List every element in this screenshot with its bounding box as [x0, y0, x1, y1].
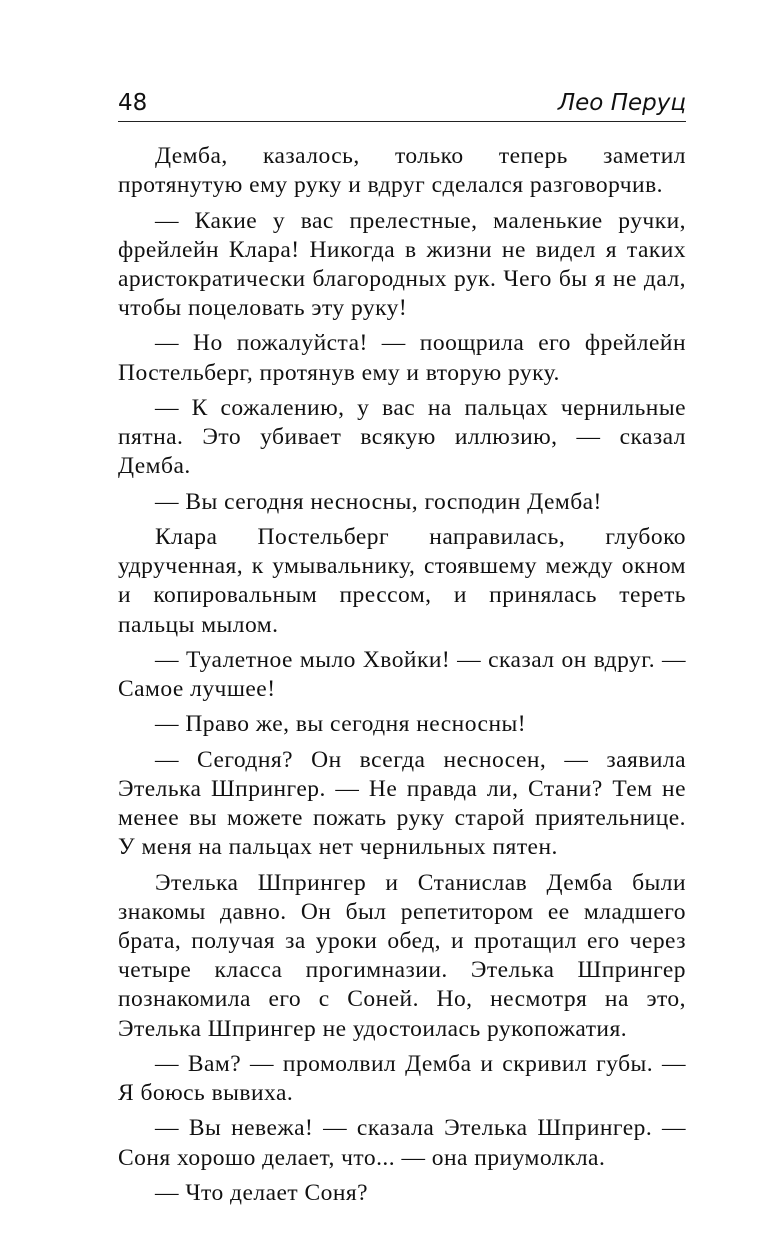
paragraph: — Сегодня? Он всегда несносен, — заявила Этелька Шпрингер. — Не правда ли, Стани? Тем не менее вы можете пожать руку старой приятельнице. У меня на пальцах нет чернильных пятен. [118, 746, 686, 861]
paragraph: Этелька Шпрингер и Станислав Демба были знакомы давно. Он был репетитором ее младшего брата, получая за уроки обед, и протащил его через четыре класса прогимназии. Этелька Шпрингер познакомила его с Соней. Но, несмотря на это, Этелька Шпрингер не удостоилась рукопожатия. [118, 869, 686, 1042]
paragraph: — Туалетное мыло Хвойки! — сказал он вдруг. — Самое лучшее! [118, 646, 686, 703]
paragraph: — Право же, вы сегодня несносны! [155, 711, 527, 738]
paragraph: — Вы сегодня несносны, господин Демба! [155, 488, 602, 515]
running-head-author: Лео Перуц [557, 90, 686, 116]
paragraph: — Вам? — промолвил Демба и скривил губы. — Я боюсь вывиха. [118, 1050, 686, 1107]
header-rule [118, 121, 686, 122]
paragraph: — Какие у вас прелестные, маленькие ручки, фрейлейн Клара! Никогда в жизни не видел я таких аристократически благородных рук. Чего бы я не дал, чтобы поцеловать эту руку! [118, 207, 686, 322]
paragraph: Демба, казалось, только теперь заметил протянутую ему руку и вдруг сделался разговорчив. [118, 143, 686, 199]
page-number: 48 [118, 90, 148, 116]
paragraph: — Но пожалуйста! — поощрила его фрейлейн Постельберг, протянув ему и вторую руку. [118, 330, 686, 386]
paragraph: Клара Постельберг направилась, глубоко удрученная, к умывальнику, стоявшему между окном и копировальным прессом, и принялась тереть пальцы мылом. [118, 523, 686, 638]
body-text [118, 142, 686, 1208]
page-header [118, 88, 686, 122]
paragraph: — Что делает Соня? [155, 1179, 369, 1206]
paragraph: — К сожалению, у вас на пальцах чернильные пятна. Это убивает всякую иллюзию, — сказал Демба. [118, 394, 686, 480]
paragraph: — Вы невежа! — сказала Этелька Шпрингер. — Соня хорошо делает, что... — она приумолкла. [118, 1115, 686, 1171]
